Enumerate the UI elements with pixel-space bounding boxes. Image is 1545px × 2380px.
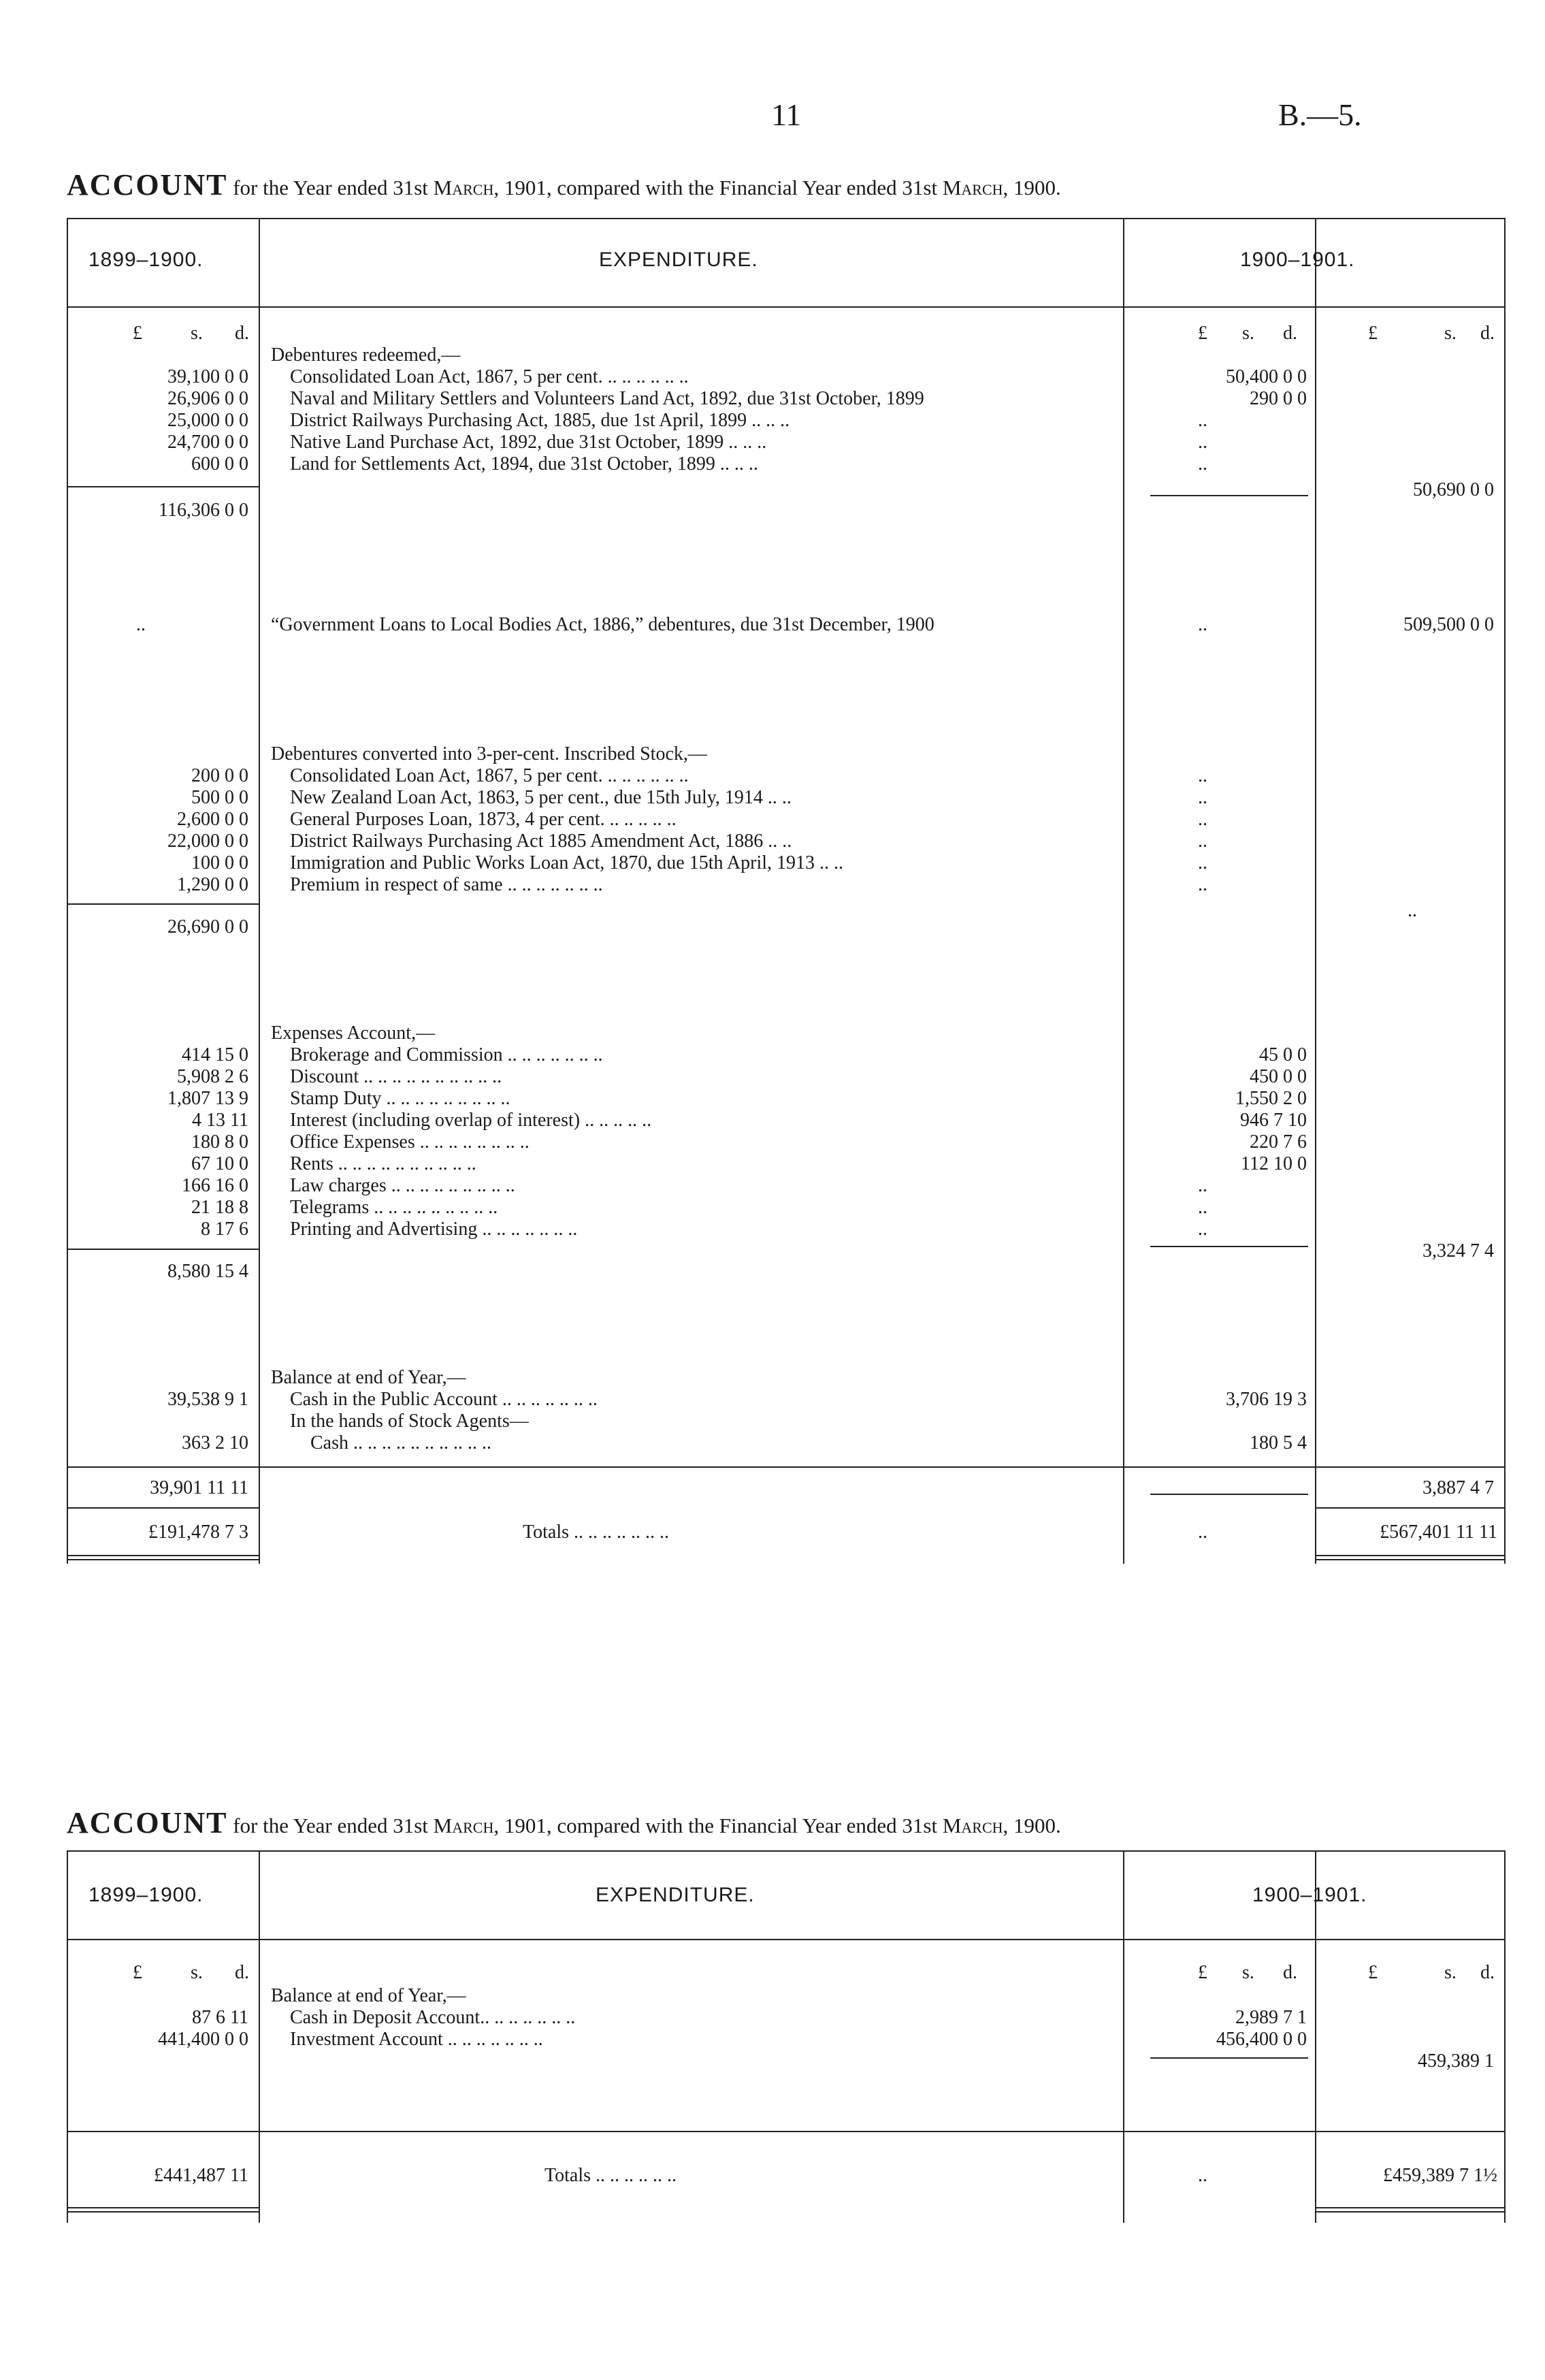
table-row: 180 8 0 — [191, 1131, 248, 1153]
table-row: 100 0 0 — [191, 852, 248, 873]
table-row: Native Land Purchase Act, 1892, due 31st October, 1899 .. .. .. — [290, 432, 767, 453]
col-head-expenditure: EXPENDITURE. — [599, 248, 758, 271]
unit-d: d. — [1283, 1962, 1297, 1983]
section-heading: Balance at end of Year,— — [271, 1985, 466, 2006]
table-row: 363 2 10 — [182, 1432, 248, 1453]
grand-total: £441,487 11 — [154, 2165, 248, 2186]
table-row: Interest (including overlap of interest) .. .. .. .. .. — [290, 1110, 652, 1131]
unit-s: s. — [1444, 323, 1457, 344]
table-row: Naval and Military Settlers and Volunteers Land Act, 1892, due 31st October, 1899 — [290, 388, 924, 409]
subtotal: 50,690 0 0 — [1413, 479, 1494, 500]
section-heading: Debentures converted into 3-per-cent. Inscribed Stock,— — [271, 743, 707, 765]
double-rule — [1315, 1555, 1504, 1560]
unit-pound: £ — [1368, 323, 1378, 344]
table-row: 2,989 7 1 — [1235, 2007, 1307, 2028]
grand-total: £567,401 11 11 — [1380, 1522, 1497, 1543]
table-row: Investment Account .. .. .. .. .. .. .. — [290, 2029, 543, 2050]
table-row: 25,000 0 0 — [167, 410, 248, 431]
table-row: .. — [1198, 410, 1207, 431]
table-row: 180 5 4 — [1250, 1432, 1307, 1453]
table-row: New Zealand Loan Act, 1863, 5 per cent., due 15th July, 1914 .. .. — [290, 787, 792, 808]
section-heading: Balance at end of Year,— — [271, 1367, 466, 1388]
table-row: 220 7 6 — [1250, 1131, 1307, 1153]
table-row: Office Expenses .. .. .. .. .. .. .. .. — [290, 1131, 530, 1153]
table-row: Consolidated Loan Act, 1867, 5 per cent. .. .. .. .. .. .. — [290, 765, 689, 786]
account-table — [67, 218, 1506, 1564]
table-row: 450 0 0 — [1250, 1066, 1307, 1087]
table-row: 414 15 0 — [182, 1044, 248, 1065]
grand-total: .. — [1198, 2165, 1207, 2186]
unit-pound: £ — [1198, 1962, 1207, 1983]
table-row: .. — [1198, 874, 1207, 895]
table-row: .. — [1198, 1219, 1207, 1240]
table-row: .. — [1198, 1175, 1207, 1196]
table-row: 22,000 0 0 — [167, 831, 248, 852]
table-row: 5,908 2 6 — [177, 1066, 248, 1087]
unit-s: s. — [1242, 323, 1254, 344]
table-row: 24,700 0 0 — [167, 432, 248, 453]
table-row: 1,290 0 0 — [177, 874, 248, 895]
table-row: 45 0 0 — [1259, 1044, 1307, 1065]
table-row: 200 0 0 — [191, 765, 248, 786]
table-row: 39,538 9 1 — [167, 1389, 248, 1410]
subtotal: 3,324 7 4 — [1422, 1240, 1494, 1261]
subtotal: 8,580 15 4 — [167, 1261, 248, 1282]
table-row: 39,100 0 0 — [167, 366, 248, 387]
unit-d: d. — [1480, 1962, 1495, 1983]
table-row: 4 13 11 — [192, 1110, 248, 1131]
account-table — [67, 1850, 1506, 2223]
table-row: 1,550 2 0 — [1235, 1088, 1307, 1109]
table-row: 166 16 0 — [182, 1175, 248, 1196]
unit-pound: £ — [1198, 323, 1207, 344]
double-rule — [1315, 2207, 1504, 2213]
table-row: Printing and Advertising .. .. .. .. .. .. .. — [290, 1219, 578, 1240]
table-row: 67 10 0 — [191, 1153, 248, 1174]
table-row: .. — [1198, 809, 1207, 830]
table-row: .. — [136, 614, 146, 635]
subtotal: 116,306 0 0 — [159, 500, 248, 521]
table-row: .. — [1198, 765, 1207, 786]
table-row: District Railways Purchasing Act, 1885, due 1st April, 1899 .. .. .. — [290, 410, 790, 431]
totals-label: Totals .. .. .. .. .. .. — [544, 2165, 677, 2186]
totals-label: Totals .. .. .. .. .. .. .. — [523, 1522, 670, 1543]
section-heading: Debentures redeemed,— — [271, 344, 461, 366]
table-row: 500 0 0 — [191, 787, 248, 808]
unit-pound: £ — [1368, 1962, 1378, 1983]
table-row: Brokerage and Commission .. .. .. .. .. .. .. — [290, 1044, 603, 1065]
table-row: Discount .. .. .. .. .. .. .. .. .. .. — [290, 1066, 502, 1087]
table-row: 441,400 0 0 — [158, 2029, 248, 2050]
table-row: 1,807 13 9 — [167, 1088, 248, 1109]
col-head-1900: 1900–1901. — [1240, 248, 1355, 271]
table-row: 3,706 19 3 — [1226, 1389, 1307, 1410]
unit-pound: £ — [133, 1962, 142, 1983]
double-rule — [68, 2207, 259, 2213]
double-rule — [68, 1555, 259, 1560]
page-reference: B.—5. — [1278, 97, 1362, 132]
subtotal: .. — [1408, 900, 1417, 921]
unit-d: d. — [235, 1962, 249, 1983]
table-row: 50,400 0 0 — [1226, 366, 1307, 387]
table-row: 509,500 0 0 — [1403, 614, 1494, 635]
table-row: Telegrams .. .. .. .. .. .. .. .. .. — [290, 1197, 498, 1218]
unit-s: s. — [1444, 1962, 1457, 1983]
table-row: Cash in Deposit Account.. .. .. .. .. .. .. — [290, 2007, 576, 2028]
page-number: 11 — [771, 97, 802, 132]
table-row: 87 6 11 — [192, 2007, 248, 2028]
col-head-1899: 1899–1900. — [88, 1884, 204, 1906]
unit-s: s. — [1242, 1962, 1254, 1983]
table-row: Law charges .. .. .. .. .. .. .. .. .. — [290, 1175, 515, 1196]
table-row: 456,400 0 0 — [1216, 2029, 1307, 2050]
col-head-1900: 1900–1901. — [1252, 1884, 1367, 1906]
grand-total: .. — [1198, 1522, 1207, 1543]
unit-d: d. — [235, 323, 249, 344]
table-row: 26,906 0 0 — [167, 388, 248, 409]
grand-total: £191,478 7 3 — [148, 1522, 248, 1543]
table-row: General Purposes Loan, 1873, 4 per cent. .. .. .. .. .. — [290, 809, 677, 830]
col-head-1899: 1899–1900. — [88, 248, 204, 271]
table-row: Rents .. .. .. .. .. .. .. .. .. .. — [290, 1153, 476, 1174]
table-row: Stamp Duty .. .. .. .. .. .. .. .. .. — [290, 1088, 510, 1109]
table-row: Cash .. .. .. .. .. .. .. .. .. .. — [310, 1432, 491, 1453]
table-row: .. — [1198, 831, 1207, 852]
section-heading: In the hands of Stock Agents— — [290, 1411, 529, 1432]
unit-s: s. — [191, 323, 203, 344]
subtotal: 39,901 11 11 — [150, 1477, 248, 1498]
table-row: .. — [1198, 1197, 1207, 1218]
table-row: 290 0 0 — [1250, 388, 1307, 409]
table-row: District Railways Purchasing Act 1885 Amendment Act, 1886 .. .. — [290, 831, 792, 852]
unit-pound: £ — [133, 323, 142, 344]
grand-total: £459,389 7 1½ — [1383, 2165, 1497, 2186]
table-row: Land for Settlements Act, 1894, due 31st October, 1899 .. .. .. — [290, 453, 758, 475]
table-row: “Government Loans to Local Bodies Act, 1886,” debentures, due 31st December, 1900 — [271, 614, 934, 635]
col-head-expenditure: EXPENDITURE. — [596, 1884, 755, 1906]
inner-divider — [1315, 1852, 1316, 2223]
subtotal: 459,389 1 — [1418, 2051, 1494, 2072]
unit-d: d. — [1480, 323, 1495, 344]
unit-s: s. — [191, 1962, 203, 1983]
table-row: Consolidated Loan Act, 1867, 5 per cent. .. .. .. .. .. .. — [290, 366, 689, 387]
table-row: .. — [1198, 432, 1207, 453]
table-row: .. — [1198, 453, 1207, 475]
table-row: Immigration and Public Works Loan Act, 1870, due 15th April, 1913 .. .. — [290, 852, 844, 873]
table-row: 21 18 8 — [191, 1197, 248, 1218]
table-row: .. — [1198, 852, 1207, 873]
table-row: 600 0 0 — [191, 453, 248, 475]
table-row: Cash in the Public Account .. .. .. .. .. .. .. — [290, 1389, 598, 1410]
table-row: 2,600 0 0 — [177, 809, 248, 830]
section-heading: Expenses Account,— — [271, 1023, 436, 1044]
table-row: 112 10 0 — [1241, 1153, 1307, 1174]
table-row: 8 17 6 — [201, 1219, 248, 1240]
table-row: .. — [1198, 614, 1207, 635]
table-title: ACCOUNT for the Year ended 31st March, 1901, compared with the Financial Year ended 31st March, 1900. — [67, 168, 1061, 202]
table-row: .. — [1198, 787, 1207, 808]
table-title: ACCOUNT for the Year ended 31st March, 1901, compared with the Financial Year ended 31st March, 1900. — [67, 1806, 1061, 1839]
subtotal: 26,690 0 0 — [167, 916, 248, 937]
table-row: 946 7 10 — [1240, 1110, 1307, 1131]
unit-d: d. — [1283, 323, 1297, 344]
table-row: Premium in respect of same .. .. .. .. .. .. .. — [290, 874, 603, 895]
inner-divider — [1315, 219, 1316, 1564]
subtotal: 3,887 4 7 — [1422, 1477, 1494, 1498]
